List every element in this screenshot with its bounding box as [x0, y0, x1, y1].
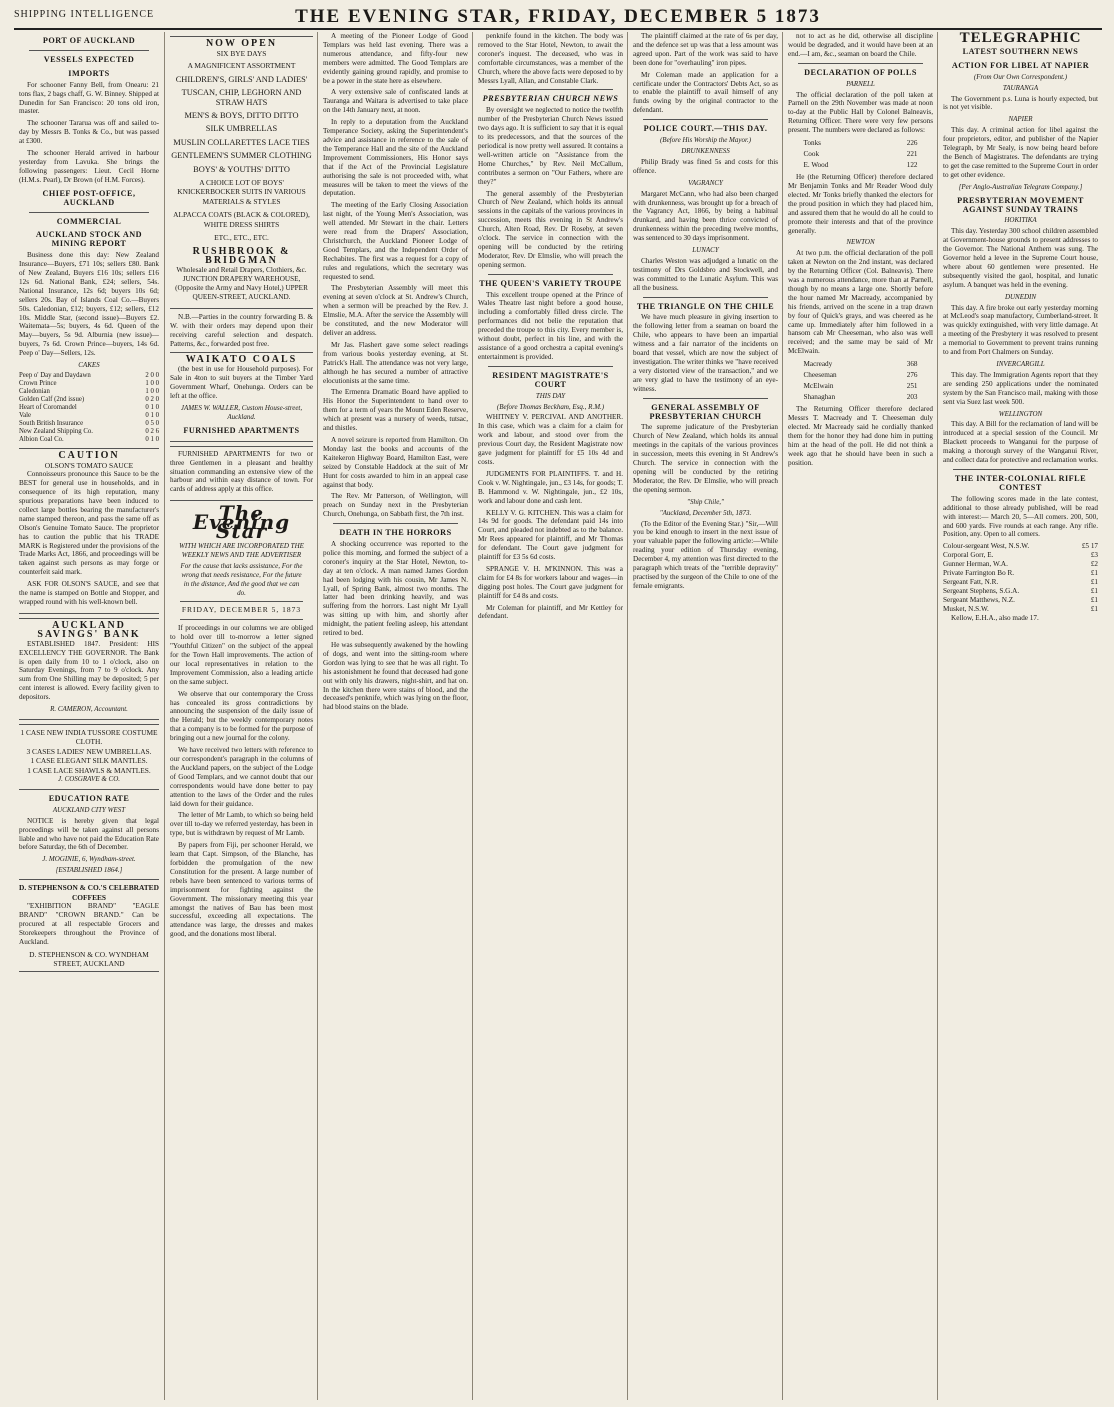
stephenson-ad [19, 879, 159, 972]
ship-text: (To the Editor of the Evening Star.) "Sir,—Will you be kind enough to insert in the next issue of your valuable paper the following article:—While reading your edition of Thursday evening, December 4, my attention was first directed to the paragraph which treats of the "terrible depravity" practised by the surgeon of the Chile to one of the female emigrants. [633, 519, 778, 590]
cell: 0 2 6 [145, 428, 159, 435]
horrors-paragraph: He was subsequently awakened by the howling of dogs, and went into the sitting-room where Gordon was lying to see that he was all right. To his astonishment he found that deceased had gone out with only his drawers, night-shirt, and hat on. In the kitchen there were stains of blood, and the deceased's penknife, which was lying on the floor, had blood stains on the blade. [323, 641, 468, 712]
newton-text-2: The Returning Officer therefore declared Messrs T. Macready and T. Cheeseman duly elected. Mr Macready said he cordially thanked them for the honor they had done him in putting him at the head of the poll. He did not think a week ago that he should have been in such a position. [788, 405, 933, 467]
ad-line: BOYS' & YOUTHS' DITTO [193, 164, 290, 174]
editorial-paragraph: We observe that our contemporary the Cross has concealed its gross contradictions by announcing the suspension of the daily issue of the Herald; but the weekly contemporary notes that a company is to be formed for the purpose of bringing out a new journal for the colony. [170, 689, 313, 743]
table-row [19, 412, 159, 420]
wellington-text: This day. A Bill for the reclamation of land will be introduced at a special session of the Council. Mr Blackett proceeds to Wanganui for the purpose of making a thorough survey of the Wanganui River, and collect data for protective and reclamation works. [943, 420, 1098, 465]
horrors-continued: penknife found in the kitchen. The body was removed to the Star Hotel, Newton, to await the coroner's inquest. The deceased, who was in comfortable circumstances, was a member of the Church, where the above facts were deposed to by Messrs Lyall, Allan, and Constable Clark. [478, 32, 623, 85]
ad-line: SILK UMBRELLAS [205, 124, 278, 134]
dateline: FRIDAY, DECEMBER 5, 1873 [181, 605, 302, 615]
masthead-left: SHIPPING INTELLIGENCE [14, 9, 155, 20]
cell: Caledonian [19, 388, 50, 395]
table-row [19, 396, 159, 404]
caution-text: Connoisseurs pronounce this Sauce to be the BEST for general use in households, and in consequence of its high reputation, many spurious preparations have been induced to collect large bottles bearing the manufacturer's name stamped thereon, and pass the same off as Olson's Genuine Tomato Sauce. The proprietor has to caution the public that his TRADE MARK is Registered under the provisions of the Trade Marks Act, 1866, and proceedings will be taken against such persons as may forge or counterfeit said mark. [19, 470, 159, 577]
ship-heading: "Ship Chile," [687, 497, 724, 506]
ad-line: CHILDREN'S, GIRLS' AND LADIES' [175, 74, 308, 84]
ad-line: ALPACCA COATS (BLACK & COLORED), WHITE DRESS SHIRTS [173, 210, 310, 229]
cell: South British Insurance [19, 420, 84, 427]
savings-title: AUCKLAND SAVINGS' BANK [37, 619, 141, 640]
invercargill-heading: INVERCARGILL [996, 360, 1045, 368]
stock-heading: AUCKLAND STOCK AND MINING REPORT [35, 230, 143, 249]
column-1 [14, 32, 164, 1400]
score-value: £1 [1090, 605, 1098, 614]
parnell-text: The official declaration of the poll taken at Parnell on the 29th November was made at noon to-day at the Public Hall by Colonel Balneavis, Returning Officer. There were very few persons present. The numbers were declared as follows: [788, 90, 933, 135]
tauranga-text: The Government p.s. Luna is hourly expected, but is not yet visible. [943, 94, 1098, 112]
horrors-paragraph: A shocking occurrence was reported to the police this morning, and formed the subject of a coroner's inquiry at the Star Hotel, Newton, to-day at ten o'clock. A man named James Gordon had been lodging with his cousin, Mr James N. Lyall, of Spring Bank, almost two months. The latter had been drinking heavily, and was suffering from the horrors. Last night Mr Lyall was sitting up with him, and shortly after midnight, the patient feeling asleep, his attendant retired to bed. [323, 540, 468, 638]
court-continued: The plaintiff claimed at the rate of 6s per day, and the defence set up was that a less amount was agreed upon. Part of the work was said to have been done for "overhauling" iron pipes. [633, 32, 778, 67]
court-sub: THIS DAY [535, 391, 566, 400]
editorial-paragraph: By papers from Fiji, per schooner Herald, we learn that Capt. Simpson, of the Blanche, has forbidden the promulgation of the new Constitution for the present. A large number of rebels have been sentenced to various terms of imprisonment for fighting against the Government. The missionary meeting this year amongst the natives of Bau has been most successful, exceeding all expectations. The attendance was large, the dresses and makes good, and the donations most liberal. [170, 841, 313, 939]
coal-ad [170, 352, 313, 441]
table-row [803, 381, 919, 392]
education-sub: AUCKLAND CITY WEST [52, 805, 126, 814]
court-continued: Mr Coleman made an application for a certificate under the Contractors' Debts Act, so as to enable the plaintiff to avail himself of any funds owing by the original contractor to the defendant. [633, 70, 778, 115]
education-heading: EDUCATION RATE [48, 793, 130, 803]
table-row [19, 436, 159, 444]
post-office-heading: CHIEF POST-OFFICE, AUCKLAND [42, 188, 136, 207]
scores-tail: Kellow, E.H.A., also made 17. [951, 614, 1039, 623]
queens-text: This excellent troupe opened at the Prince of Wales Theatre last night before a good house, including a comfortably filled dress circle. The performances did not belie the reputation that preceded the troupe to this city. Every member is, without doubt, perfect in his line, and with the assistance of a good orchestra a capital evening's entertainment is provided. [478, 290, 623, 361]
news-paragraph: The meeting of the Early Closing Association last night, of the Young Men's Association, was well attended. Mr Stewart in the chair. Letters were read from the Drapers' Association, Christchurch, the Auckland Pioneer Lodge of Good Templars, and the Independent Order of Rechabites. The first was a request for a copy of rules and regulations, which the secretary was requested to send. [323, 201, 468, 281]
cell: E. Wood [803, 161, 829, 170]
masthead-title: THE EVENING STAR, FRIDAY, DECEMBER 5 1873 [295, 6, 821, 27]
score-value: £1 [1090, 587, 1098, 596]
polls-text: He (the Returning Officer) therefore declared Mr Benjamin Tonks and Mr Reader Wood duly elected. Mr Tonks briefly thanked the electors for the proud position in which they had placed him, and assured them that he would do all he could to promote their interests and that of the province generally. [788, 173, 933, 235]
hokitika-heading: HOKITIKA [1004, 216, 1037, 225]
presbyterian-paragraph: The general assembly of the Presbyterian Church of New Zealand, which holds its annual sessions in the capitals of the various provinces in succession, meets this evening in St Andrew's Church, Alten Road, Rev. Dr Roseby, at seven o'clock. The service in connection with the opening will be conducted by the retiring Moderator, Rev. Dr Elmslie, who will preach the opening sermon. [478, 189, 623, 269]
rifle-heading: THE INTER-COLONIAL RIFLE CONTEST [954, 473, 1087, 492]
column-3 [317, 32, 473, 1400]
commercial-heading: COMMERCIAL [56, 216, 122, 226]
court-paragraph: JUDGMENTS FOR PLAINTIFFS. T. and H. Cook v. W. Nightingale, jun., £3 14s, for goods; T. B. Hammond v. W. Nightingale, jun., £2 10s, work and labour done and cash lent. [478, 469, 624, 505]
score-name: Gunner Herman, W.A. [943, 560, 1008, 569]
list-item [943, 542, 1098, 551]
table-row [19, 388, 159, 396]
nb-text: N.B.—Parties in the country forwarding B. & W. with their orders may depend upon their receiving careful selection and despatch. Patterns, &c., forwarded post free. [170, 312, 313, 348]
cell: McElwain [803, 382, 834, 391]
vagrancy-text: Margaret McCann, who had also been charged with drunkenness, was brought up for a breach of the Vagrancy Act, 1866, by being a habitual drunkard, and having been thrice convicted of drunkenness within the preceding twelve months, was sentenced to 30 days imprisonment. [633, 189, 778, 243]
savings-text: ESTABLISHED 1847. President: HIS EXCELLENCY THE GOVERNOR. The Bank is open daily from 10 to 1 o'clock, also on Saturday Evenings, from 7 to 9 o'clock. Any sum from One Shilling may be deposited; 5 per cent interest is allowed. Every facility given to depositors. [19, 639, 159, 702]
napier-action-heading: ACTION FOR LIBEL AT NAPIER [951, 60, 1090, 70]
cell: 221 [906, 150, 918, 159]
cell: Albion Coal Co. [19, 436, 64, 443]
score-value: £5 17 [1081, 542, 1098, 551]
letter-continued: not to act as he did, otherwise all discipline would be degraded, and it would have been at an end.—I am, &c., seaman on board the Chile. [788, 32, 933, 58]
cell: 368 [906, 360, 918, 369]
cell: 226 [906, 139, 918, 148]
newton-text: At two p.m. the official declaration of the poll taken at Newton on the 2nd instant, was declared by the Returning Officer (Col. Balneavis). There was a numerous attendance, more than at Parnell, though by no means a large one. Shortly before the hour named Mr Macready, accompanied by his friends, arrived on the scene in a trap drawn by four of Quick's grays, and was cheered as he came up. Immediately after him followed in a hansom cab Mr Cheeseman, who also was well received; and the same may be said of Mr McElwain. [788, 249, 933, 356]
assembly-text: The supreme judicature of the Presbyterian Church of New Zealand, which holds its annual meetings in the capitals of the various provinces in succession, meets this evening in St Andrew's Church. The service in connection with the opening will be conducted by the retiring Moderator, the Rev. Dr Elmslie, who will preach the opening sermon. [633, 423, 778, 494]
triangle-text: We have much pleasure in giving insertion to the following letter from a seaman on board the Chile, who appears to have been an impartial witness and a fair narrator of the incidents on board that vessel, which are now the subject of investigation. The writer thinks we "have received a very distorted view of the transaction," and we are very glad to have the testimony of an eye-witness. [633, 313, 778, 393]
cell: Tonks [803, 139, 821, 148]
editorial-paragraph: We have received two letters with reference to our correspondent's paragraph in the columns of the Auckland papers, on the subject of the Lodge of Good Templars, and we cannot doubt that our correspondents would have done better to pay attention to the laws of the Order and the rules laid down for their guidance. [170, 746, 313, 808]
assembly-heading: GENERAL ASSEMBLY OF PRESBYTERIAN CHURCH [649, 402, 762, 421]
telegraphic-heading: TELEGRAPHIC [959, 32, 1082, 46]
cell: 0 1 0 [145, 404, 159, 411]
rushbrook-text: Wholesale and Retail Drapers, Clothiers, &c. JUNCTION DRAPERY WAREHOUSE, (Opposite the Army and Navy Hotel,) UPPER QUEEN-STREET, AUCKLAND. [175, 266, 308, 301]
ad-line: TUSCAN, CHIP, LEGHORN AND STRAW HATS [181, 88, 302, 107]
ad-line: MUSLIN COLLARETTES LACE TIES [173, 137, 310, 147]
cell: Golden Calf (2nd issue) [19, 396, 85, 403]
scores-list [943, 542, 1098, 614]
cell: New Zealand Shipping Co. [19, 428, 93, 435]
caution-sub: OLSON'S TOMATO SAUCE [44, 460, 134, 470]
table-row [803, 149, 919, 160]
table-row [803, 370, 919, 381]
list-item [943, 569, 1098, 578]
newton-heading: NEWTON [846, 238, 875, 247]
cakes-table [19, 372, 159, 444]
editorial-paragraph: If proceedings in our columns we are obliged to hold over till to-morrow a letter signed "Youthful Citizen" on the subject of the appeal for the Town Hall improvements. The action of our local representatives in relation to the Improvement Commission, also a leading article on the same subject. [170, 624, 313, 686]
vessels-heading: VESSELS EXPECTED [43, 54, 135, 64]
score-name: Private Farrington Bo R. [943, 569, 1015, 578]
furnished-text: FURNISHED APARTMENTS for two or three Gentlemen in a pleasant and healthy situation commanding an extensive view of the harbour and within easy distance of town. For cards of address apply at this office. [170, 449, 313, 494]
table-row [19, 404, 159, 412]
polls-heading: DECLARATION OF POLLS [804, 67, 917, 77]
column-4 [472, 32, 628, 1400]
coal-title: WAIKATO COALS [185, 354, 298, 366]
news-paragraph: The Rev. Mr Patterson, of Wellington, will preach on Sunday next in the Presbyterian Church, Onehunga, on Sabbath first, the 7th inst. [323, 492, 468, 519]
table-row [19, 428, 159, 436]
table-row [19, 420, 159, 428]
news-paragraph: A novel seizure is reported from Hamilton. On Monday last the books and accounts of the Kaitekeron Highway Board, Hamilton East, were seized by Constable Haddock at the suit of Mr Hunt for costs awarded to him in an appeal case against that body. [323, 435, 468, 489]
napier-text: This day. A criminal action for libel against the four proprietors, editor, and publisher of the Napier Telegraph, by Mr Sealy, is now being heard before the Bench of Magistrates. The defendants are trying to get the case remitted to the Supreme Court in order to get other evidence. [943, 126, 1098, 179]
list-item [943, 605, 1098, 614]
coal-sign: JAMES W. WALLER, Custom House-street, Auckland. [180, 404, 303, 421]
caution-title: CAUTION [58, 450, 120, 461]
ad-line: A CHOICE LOT OF BOYS' KNICKERBOCKER SUITS IN VARIOUS MATERIALS & STYLES [177, 177, 306, 206]
news-paragraph: In reply to a deputation from the Auckland Temperance Society, asking the Superintendent's advice and assistance in reference to the sale of the Temperance Hall and the site of the Auckland Improvement Commissioners, His Honor says that if the Act of the Provincial Legislature authorising the sale is not proceeded with, what measures will be taken to meet the views of the deputation. [323, 118, 468, 198]
sunday-trains-heading: PRESBYTERIAN MOVEMENT AGAINST SUNDAY TRAINS [957, 195, 1084, 214]
score-name: Sergeant Matthews, N.Z. [943, 596, 1015, 605]
score-name: Sergeant Stephens, S.G.A. [943, 587, 1020, 596]
savings-ad [19, 618, 159, 720]
queens-heading: THE QUEEN'S VARIETY TROUPE [479, 278, 622, 288]
cases-sign: J. COSGRAVE & CO. [57, 775, 121, 783]
news-paragraph: The Presbyterian Assembly will meet this evening at seven o'clock at St. Andrew's Church, when a sermon will be preached by the Rev. J. Elmslie, M.A. After the service the Assembly will be constituted, and the new Moderator will deliver an address. [323, 284, 468, 337]
column-2 [164, 32, 318, 1400]
cell: 0 2 0 [145, 396, 159, 403]
own-correspondent: (From Our Own Correspondent.) [973, 72, 1068, 81]
score-value: £1 [1090, 569, 1098, 578]
list-item [943, 560, 1098, 569]
court-paragraph: KELLY V. G. KITCHEN. This was a claim for 14s 9d for goods. The defendant paid 14s into Court, and pleaded not indebted as to the balance. Mr Rees appeared for plaintiff, and Mr Thomas for defendant. The Court gave judgment for plaintiff for £3 5s 6d costs. [478, 508, 623, 562]
motto: For the cause that lacks assistance, For the wrong that needs resistance, For the future in the distance, And the good that we can do. [180, 561, 303, 597]
column-7 [937, 32, 1103, 1400]
score-value: £3 [1090, 551, 1098, 560]
presbyterian-heading: PRESBYTERIAN CHURCH NEWS [482, 94, 619, 104]
cell: 2 0 0 [145, 372, 159, 379]
cases-line: 1 CASE NEW INDIA TUSSORE COSTUME CLOTH. [20, 727, 158, 747]
now-open-sub: SIX BYE DAYS [216, 48, 267, 58]
napier-heading: NAPIER [1008, 115, 1033, 124]
table-row [803, 359, 919, 370]
list-item [943, 587, 1098, 596]
cell: Macready [803, 360, 833, 369]
assortment: A MAGNIFICENT ASSORTMENT [187, 61, 296, 71]
table-row [803, 138, 919, 149]
etc-line: ETC., ETC., ETC. [214, 233, 269, 242]
rifle-text: The following scores made in the late contest, additional to those already published, will be read with interest:— March 20, 5—All comers. 200, 500, and 600 yards. Five rounds at each range. Any rifle. Position, any. Open to all comers. [943, 494, 1098, 539]
court-paragraph: Mr Coleman for plaintiff, and Mr Kettley for defendant. [478, 603, 623, 621]
parnell-poll-table [803, 138, 919, 171]
cell: 203 [906, 393, 918, 402]
caution-ask: ASK FOR OLSON'S SAUCE, and see that the name is stamped on Bottle and Stopper, and wrapped round with his well-known bell. [19, 580, 159, 606]
drunkenness-text: Philip Brady was fined 5s and costs for this offence. [633, 157, 778, 175]
horrors-heading: DEATH IN THE HORRORS [339, 528, 452, 538]
score-name: Corporal Gorr, E. [943, 551, 994, 560]
news-paragraph: Mr Jas. Flashert gave some select readings from various books yesterday evening, at St. Patrick's Hall. The attendance was not very large, although he has secured a number of attractive elocutionists at the same time. [323, 340, 468, 385]
invercargill-text: This day. The Immigration Agents report that they are sending 250 applications under the nominated system by the San Francisco mail, making with those sent via Suez last week 500. [943, 370, 1098, 406]
dunedin-text: This day. A fire broke out early yesterday morning at McLeod's soap manufactory, Cumberland-street. It was quickly extinguished, with very little damage. At a meeting of the Presbytery it was resolved to present a memorial to Government to prevent trains running to and from Port Chalmers on Sunday. [943, 303, 1098, 357]
hokitika-text: This day. Yesterday 300 school children assembled at Government-house grounds to present addresses to the Governor. The National Anthem was sung. The Governor held a levee in the Supreme Court house, where about 60 gentlemen were presented. He subsequently visited the gaol, hospital, and lunatic asylum. A banquet was held in the evening. [943, 227, 1098, 289]
newspaper-sheet [14, 32, 1102, 1400]
lunacy-heading: LUNACY [692, 246, 719, 255]
now-open-title: NOW OPEN [205, 38, 278, 49]
imports-heading: IMPORTS [68, 68, 110, 78]
paper-sub: WITH WHICH ARE INCORPORATED THE WEEKLY NEWS AND THE ADVERTISER [179, 541, 304, 559]
column-5 [627, 32, 783, 1400]
paper-name: The Evening Star [192, 501, 291, 544]
list-item [943, 551, 1098, 560]
table-row [19, 372, 159, 380]
tararua-text: The schooner Tararua was off and sailed to-day by Messrs B. Tonks & Co., but was passed at £300. [19, 119, 159, 146]
column-6 [782, 32, 938, 1400]
police-heading: POLICE COURT.—THIS DAY. [643, 124, 768, 134]
stephenson-sign: D. STEPHENSON & CO. WYNDHAM STREET, AUCKLAND [29, 949, 149, 968]
police-bench: (Before His Worship the Mayor.) [659, 136, 752, 145]
cases-ad [19, 724, 159, 790]
cell: 276 [906, 371, 918, 380]
cell: 0 5 0 [145, 420, 159, 427]
cases-line: 3 CASES LADIES' NEW UMBRELLAS. [26, 746, 152, 756]
stephenson-title: D. STEPHENSON & CO.'S CELEBRATED COFFEES [19, 883, 159, 902]
court-paragraph: WHITNEY V. PERCIVAL AND ANOTHER. In this case, which was a claim for a claim for work and labour, and stood over from the previous Court day, the Resident Magistrate now gave judgment for plaintiff for £5 10s 4d and costs. [478, 413, 623, 466]
court-heading: RESIDENT MAGISTRATE'S COURT [492, 370, 609, 389]
port-heading: PORT OF AUCKLAND [42, 36, 136, 45]
table-row [803, 160, 919, 171]
score-name: Musket, N.S.W. [943, 605, 989, 614]
wellington-heading: WELLINGTON [998, 409, 1043, 418]
furnished-heading: FURNISHED APARTMENTS [183, 425, 300, 435]
cell: Vale [19, 412, 32, 419]
presbyterian-paragraph: By oversight we neglected to notice the twelfth number of the Presbyterian Church News issued two days ago. It is sufficient to say that it is equal to its predecessors, and that the sources of the periodical is now pretty well assured. It contains a well-written article on "Assistance from the Home Churches," by Rev. Neil McCallum, contributes a sermon on "Our Fathers, where are they?" [478, 106, 623, 186]
masthead [14, 6, 1102, 30]
vagrancy-heading: VAGRANCY [688, 178, 723, 187]
editorial-paragraph: The letter of Mr Lamb, to which so being held over till to-day we referred yesterday, has been in type, but is withdrawn by request of Mr Lamb. [170, 811, 313, 838]
cell: Cheeseman [803, 371, 837, 380]
furnished-ad [170, 446, 313, 502]
ad-line: GENTLEMEN'S SUMMER CLOTHING [171, 151, 312, 161]
triangle-heading: THE TRIANGLE ON THE CHILE [636, 301, 775, 311]
caution-ad [19, 448, 159, 614]
coal-text: (the best in use for Household purposes). For Sale in 4ton to suit buyers at the Timber Yard Government Wharf, Onehunga. Orders can be left at the office. [170, 365, 313, 401]
parnell-heading: PARNELL [846, 79, 875, 88]
cases-line: 1 CASE LACE SHAWLS & MANTLES. [27, 765, 151, 775]
dunedin-heading: DUNEDIN [1004, 292, 1037, 301]
drunkenness-heading: DRUNKENNESS [681, 146, 730, 155]
court-paragraph: SPRANGE V. H. M'KINNON. This was a claim for £4 8s for workers labour and wages—in digging post holes. The Court gave judgment for plaintiff for £4 8s and costs. [478, 564, 623, 600]
score-value: £1 [1090, 596, 1098, 605]
score-name: Colour-sergeant West, N.S.W. [943, 542, 1030, 551]
notice-text: NOTICE is hereby given that legal proceedings will be taken against all persons liable and who have not paid the Education Rate before Saturday, the 6th of December. [19, 816, 159, 852]
list-item [943, 578, 1098, 587]
cell: 1 0 0 [145, 380, 159, 387]
cakes-heading: CAKES [78, 361, 100, 370]
savings-sign: R. CAMERON, Accountant. [50, 705, 128, 714]
cell: Crown Prince [19, 380, 57, 387]
latest-news-heading: LATEST SOUTHERN NEWS [962, 46, 1079, 56]
newton-poll-table [803, 359, 919, 403]
ship-dateline: "Auckland, December 5th, 1873. [659, 508, 752, 517]
cell: 251 [906, 382, 918, 391]
stephenson-text: "EXHIBITION BRAND" "EAGLE BRAND" "CROWN BRAND." Can be procured at all respectable Grocers and Storekeepers throughout the Province of Auckland. [19, 901, 159, 946]
table-row [803, 392, 919, 403]
score-value: £1 [1090, 578, 1098, 587]
cell: 1 0 0 [145, 388, 159, 395]
list-item [943, 596, 1098, 605]
notice-sign: J. MOGINIE, 6, Wyndham-street. [42, 855, 136, 864]
score-name: Sergeant Fatt, N.R. [943, 578, 999, 587]
lunacy-text: Charles Weston was adjudged a lunatic on the testimony of Drs Goldsbro and Stockwell, and was committed to the Lunatic Asylum. This was all the business. [633, 256, 778, 292]
cases-line: 1 CASE ELEGANT SILK MANTLES. [30, 756, 148, 766]
established: [ESTABLISHED 1864.] [55, 866, 123, 875]
cell: Peep o' Day and Daydawn [19, 372, 91, 379]
table-row [19, 380, 159, 388]
cell: 122 [906, 161, 918, 170]
ad-line: MEN'S & BOYS, DITTO DITTO [184, 110, 299, 120]
news-paragraph: The Ermenra Dramatic Board have applied to His Honor the Superintendent to hand over to them for a term of years the Mount Eden Reserve, which at present was a nursery of weeds, tutsac, and thistles. [323, 388, 468, 433]
cell: 0 1 0 [145, 436, 159, 443]
news-paragraph: A very extensive sale of confiscated lands at Tauranga and Waitara is advertised to take place on the 14th January next, at noon. [323, 88, 468, 115]
rushbrook-title: RUSHBROOK & BRIDGMAN [192, 246, 291, 267]
court-bench: (Before Thomas Beckham, Esq., R.M.) [496, 402, 605, 411]
now-open-ad [170, 36, 313, 309]
score-value: £2 [1090, 560, 1098, 569]
press-agency: [Per Anglo-Australian Telegram Company.] [958, 182, 1083, 191]
tauranga-heading: TAURANGA [1002, 83, 1039, 92]
news-paragraph: A meeting of the Pioneer Lodge of Good Templars was held last evening. There was a numerous attendance, and fifty-four new members were admitted. The Good Templars are evidently gaining ground rapidly, and promise to be a power in the state here as elsewhere. [323, 32, 468, 85]
cell: Cook [803, 150, 820, 159]
cell: Shanaghan [803, 393, 836, 402]
herald-text: The schooner Herald arrived in harbour yesterday from Lavuka. She brings the following passengers: Lieut. Cecil Horne (H.M.s. Pearl), Dr Brown (of H.M. Forces). [19, 149, 159, 184]
cell: Heart of Coromandel [19, 404, 77, 411]
cell: 0 1 0 [145, 412, 159, 419]
stock-text: Business done this day: New Zealand Insurance—Buyers, £71 10s; sellers £80. Bank of New Zealand, Buyers £16 10s; sellers £16 12s 6d. National Bank, £24; sellers, 54s. National Insurance, 12s 6d; buyers 10s 6d; sellers 20s. Bay of Islands Coal Co.—Buyers 50s. Caledonian, £12; buyers, £12; sellers, £12 10s. Middle Star, (second issue)—Buyers £2. Waitemata—5s; buyers, 4s 6d. Queen of the May—buyers, 5s 9d. Alburnia (new issue)—buyers, 7s 6d. Crown Prince—buyers, 14s 6d. Peep o' Day—Sellers, 12s. [19, 251, 159, 358]
imports-text: For schooner Fanny Bell, from Onearu: 21 tons flax, 2 bags chaff, G. W. Binney. Shipped at Dunedin for San Francisco: 20 tons old iron, master. [19, 80, 159, 116]
